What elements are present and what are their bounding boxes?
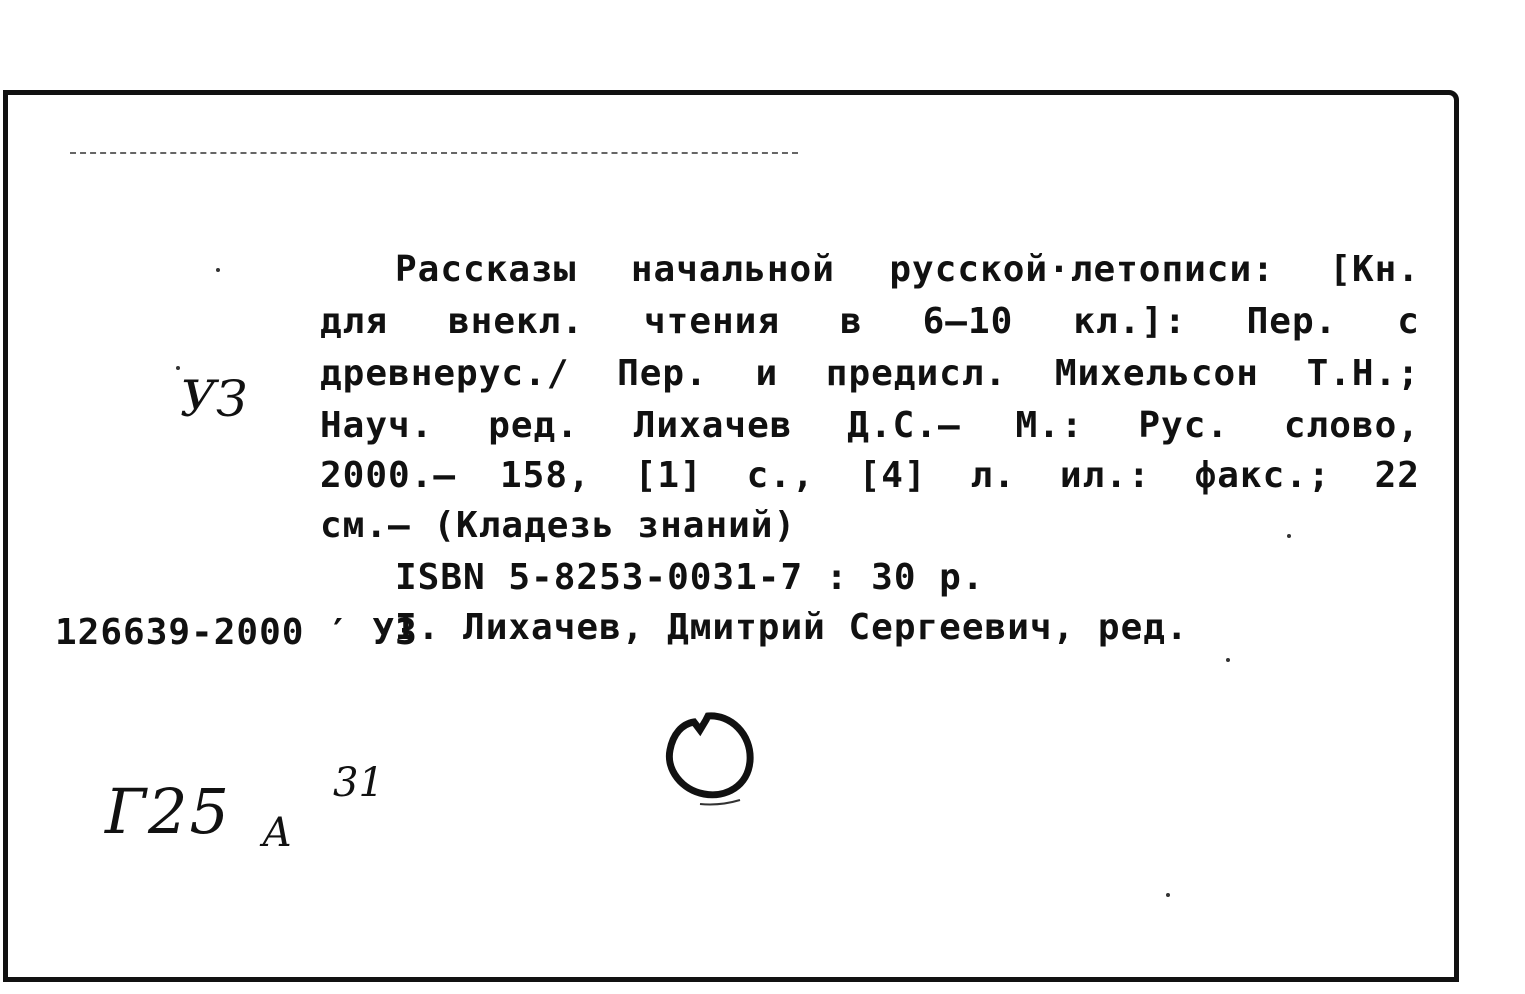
entry-word: 22 xyxy=(1374,455,1420,496)
scan-speck xyxy=(1287,534,1291,538)
entry-word: с xyxy=(1397,301,1420,342)
entry-word: [Кн. xyxy=(1329,249,1420,290)
entry-word: 2000.– xyxy=(320,455,457,496)
top-dashed-rule xyxy=(70,152,798,154)
entry-word: Пер. xyxy=(617,353,708,394)
entry-word: древнерус./ xyxy=(320,353,570,394)
entry-word: чтения xyxy=(643,301,781,342)
entry-word: Михельсон xyxy=(1054,353,1259,394)
scan-speck xyxy=(216,268,220,272)
entry-word: Рус. xyxy=(1138,405,1230,446)
entry-line-2 xyxy=(320,302,1420,342)
inventory-number: 126639-2000 ′ УЗ xyxy=(55,612,418,653)
entry-word: Д.С.– xyxy=(847,405,961,446)
entry-word: Лихачев xyxy=(633,405,793,446)
tracing-line: I. Лихачев, Дмитрий Сергеевич, ред. xyxy=(395,607,1189,648)
entry-word: и xyxy=(755,353,779,394)
entry-word: л. xyxy=(970,455,1016,496)
entry-word: [1] xyxy=(634,455,703,496)
entry-word: ил.: xyxy=(1059,455,1151,496)
entry-line-1 xyxy=(395,250,1420,290)
entry-word: Т.Н.; xyxy=(1306,353,1420,394)
entry-word: 6–10 xyxy=(922,301,1014,342)
handwritten-shelf-code: УЗ xyxy=(180,370,248,428)
entry-line-3 xyxy=(320,354,1420,394)
scan-speck xyxy=(1166,893,1170,897)
handwritten-location-code: Г25 xyxy=(105,775,231,848)
isbn-line: ISBN 5-8253-0031-7 : 30 р. xyxy=(395,557,985,598)
handwritten-location-superscript: 31 xyxy=(333,760,384,806)
scan-speck xyxy=(1226,658,1230,662)
entry-word: кл.]: xyxy=(1073,301,1187,342)
entry-word: внекл. xyxy=(447,301,585,342)
entry-word: русской·летописи: xyxy=(889,249,1275,290)
entry-word: предисл. xyxy=(825,353,1008,394)
entry-word: для xyxy=(320,301,389,342)
entry-word: Науч. xyxy=(320,405,434,446)
entry-word: начальной xyxy=(630,249,835,290)
entry-line-5 xyxy=(320,456,1420,496)
entry-line-6: см.– (Кладезь знаний) xyxy=(320,505,797,546)
handwritten-location-subscript: А xyxy=(262,810,293,856)
entry-word: с., xyxy=(746,455,815,496)
entry-word: 158, xyxy=(500,455,591,496)
entry-word: в xyxy=(839,301,863,342)
entry-word: ред. xyxy=(488,405,579,446)
entry-word: М.: xyxy=(1015,405,1084,446)
entry-word: факс.; xyxy=(1194,455,1331,496)
entry-word: Рассказы xyxy=(395,249,577,290)
scan-speck xyxy=(176,366,180,370)
entry-word: Пер. xyxy=(1246,301,1338,342)
entry-line-4 xyxy=(320,406,1420,446)
punch-hole-icon xyxy=(660,706,760,806)
entry-word: слово, xyxy=(1283,405,1420,446)
entry-word: [4] xyxy=(858,455,927,496)
